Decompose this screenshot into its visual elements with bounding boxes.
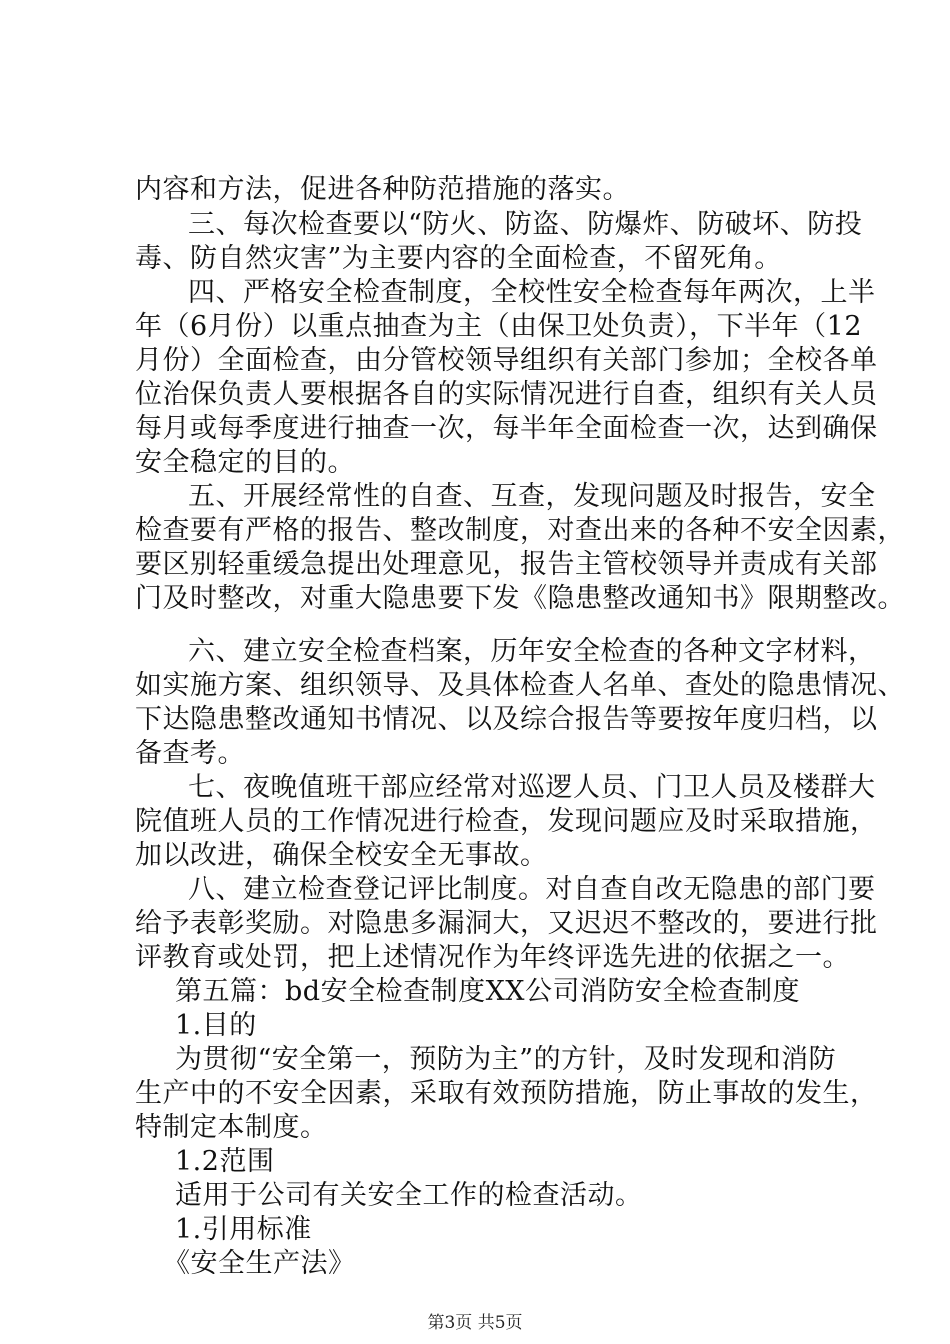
body-line: 要区别轻重缓急提出处理意见，报告主管校领导并责成有关部	[135, 549, 878, 580]
body-line: 四、严格安全检查制度，全校性安全检查每年两次，上半	[188, 277, 876, 308]
body-line: 年（6月份）以重点抽查为主（由保卫处负责），下半年（12	[135, 311, 863, 342]
body-line: 六、建立安全检查档案，历年安全检查的各种文字材料，	[188, 636, 876, 667]
body-line: 下达隐患整改通知书情况、以及综合报告等要按年度归档，以	[135, 704, 878, 735]
body-line: 三、每次检查要以“防火、防盗、防爆炸、防破坏、防投	[188, 209, 863, 240]
body-line: 安全稳定的目的。	[135, 447, 355, 478]
body-line: 适用于公司有关安全工作的检查活动。	[175, 1180, 643, 1211]
subsection-heading: 1.目的	[175, 1010, 257, 1041]
subsection-heading: 1.引用标准	[175, 1214, 312, 1245]
body-line: 特制定本制度。	[135, 1112, 328, 1143]
page-footer: 第3页 共5页	[427, 1313, 523, 1333]
body-line: 八、建立检查登记评比制度。对自查自改无隐患的部门要	[188, 874, 876, 905]
body-line: 七、夜晚值班干部应经常对巡逻人员、门卫人员及楼群大	[188, 772, 876, 803]
subsection-heading: 1.2范围	[175, 1146, 275, 1177]
body-line: 检查要有严格的报告、整改制度，对查出来的各种不安全因素，	[135, 515, 905, 546]
body-line: 每月或每季度进行抽查一次，每半年全面检查一次，达到确保	[135, 413, 878, 444]
body-line: 五、开展经常性的自查、互查，发现问题及时报告，安全	[188, 481, 876, 512]
body-line: 加以改进，确保全校安全无事故。	[135, 840, 548, 871]
body-line: 评教育或处罚，把上述情况作为年终评选先进的依据之一。	[135, 942, 850, 973]
body-line: 生产中的不安全因素，采取有效预防措施，防止事故的发生，	[135, 1078, 878, 1109]
body-line: 位治保负责人要根据各自的实际情况进行自查，组织有关人员	[135, 379, 878, 410]
body-line: 院值班人员的工作情况进行检查，发现问题应及时采取措施，	[135, 806, 878, 837]
body-line: 门及时整改，对重大隐患要下发《隐患整改通知书》限期整改。	[135, 583, 905, 614]
body-line: 月份）全面检查，由分管校领导组织有关部门参加；全校各单	[135, 345, 878, 376]
body-line: 为贯彻“安全第一，预防为主”的方针，及时发现和消防	[175, 1044, 837, 1075]
body-line: 毒、防自然灾害”为主要内容的全面检查，不留死角。	[135, 243, 782, 274]
body-line: 内容和方法，促进各种防范措施的落实。	[135, 174, 630, 205]
body-line: 给予表彰奖励。对隐患多漏洞大，又迟迟不整改的，要进行批	[135, 908, 878, 939]
body-line: 备查考。	[135, 738, 245, 769]
body-line: 《安全生产法》	[163, 1248, 356, 1279]
body-line: 如实施方案、组织领导、及具体检查人名单、查处的隐患情况、	[135, 670, 905, 701]
section-heading: 第五篇：bd安全检查制度XX公司消防安全检查制度	[175, 976, 801, 1007]
